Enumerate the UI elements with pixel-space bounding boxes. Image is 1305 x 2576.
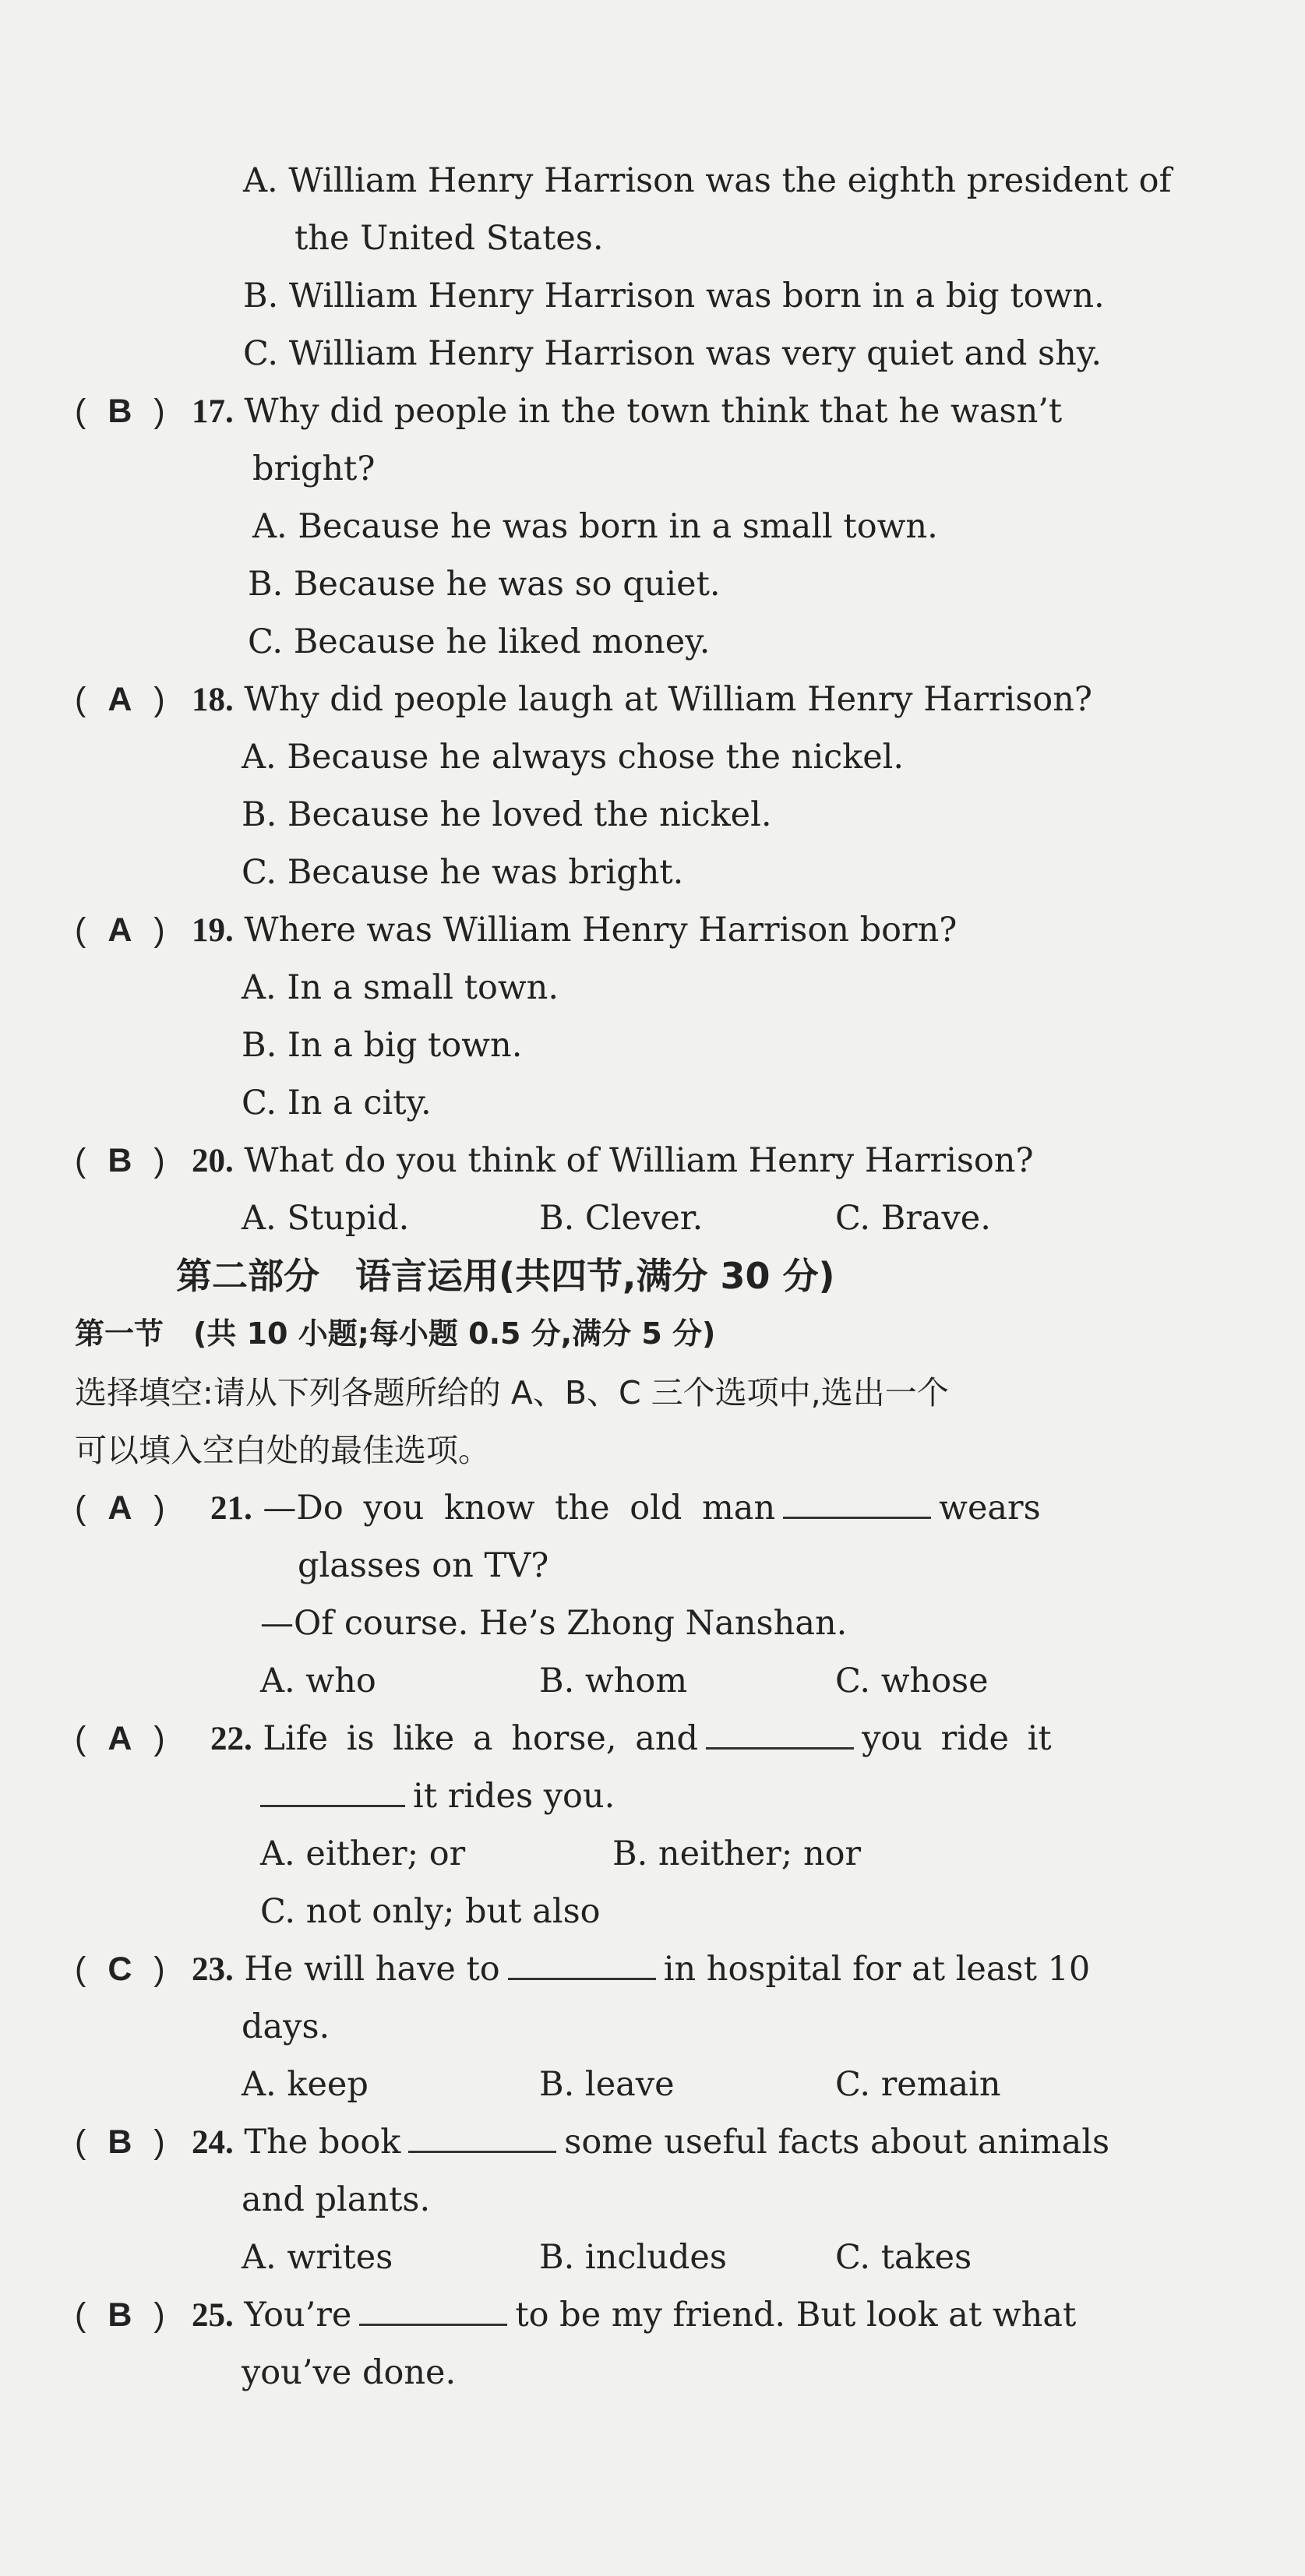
q23-stem: 23. He will have to in hospital for at least 10 [192,1950,1091,1989]
q23-blank [508,1975,656,1980]
q17-answer-bracket: ( B ) [75,393,165,430]
q23-option-a: A. keep [242,2065,369,2104]
q19-answer-bracket: ( A ) [75,911,165,949]
q21-stem: 21. —Do you know the old man wears [210,1489,1041,1528]
q25-answer: B [108,2296,132,2334]
q20-option-a: A. Stupid. [242,1199,410,1238]
q19-stem: 19. Where was William Henry Harrison born? [192,911,958,950]
q17-option-a: A. Because he was born in a small town. [252,507,938,546]
q17-answer: B [108,393,132,430]
q21-option-a: A. who [260,1662,376,1700]
q24-stem: 24. The book some useful facts about animals [192,2123,1110,2162]
q18-answer-bracket: ( A ) [75,681,165,718]
q18-option-a: A. Because he always chose the nickel. [242,738,905,777]
q25-stem-cont: you’ve done. [242,2353,457,2392]
q18-answer: A [108,681,132,718]
q17-option-c: C. Because he liked money. [248,622,711,661]
q22-blank-1 [706,1744,854,1750]
q21-answer-bracket: ( A ) [75,1489,165,1527]
q22-option-b: B. neither; nor [612,1834,862,1873]
q21-answer: A [108,1489,132,1527]
q20-stem: 20. What do you think of William Henry Harrison? [192,1141,1034,1180]
q19-option-a: A. In a small town. [242,968,559,1007]
q24-option-b: B. includes [539,2238,727,2277]
q17-stem-cont: bright? [252,449,376,488]
q24-stem-cont: and plants. [242,2180,431,2219]
instruction-line-1: 选择填空:请从下列各题所给的 A、B、C 三个选项中,选出一个 [75,1374,949,1411]
q22-option-a: A. either; or [260,1834,466,1873]
q21-option-b: B. whom [539,1662,688,1700]
q24-blank [408,2148,556,2153]
q21-option-c: C. whose [835,1662,989,1700]
q24-option-a: A. writes [242,2238,393,2277]
q19-option-c: C. In a city. [242,1084,432,1122]
q21-blank [783,1514,931,1519]
q24-answer: B [108,2123,132,2161]
q22-answer: A [108,1720,132,1757]
q20-option-c: C. Brave. [835,1199,991,1238]
q22-stem: 22. Life is like a horse, and you ride it [210,1719,1052,1758]
q16-option-c: C. William Henry Harrison was very quiet and shy. [243,334,1102,373]
q18-stem: 18. Why did people laugh at William Henry Harrison? [192,680,1092,719]
q24-answer-bracket: ( B ) [75,2123,165,2161]
q25-blank [359,2321,507,2326]
q23-option-b: B. leave [539,2065,675,2104]
q20-answer: B [108,1142,132,1179]
q17-stem: 17. Why did people in the town think that he wasn’t [192,392,1063,431]
q22-blank-2 [260,1802,405,1807]
q20-option-b: B. Clever. [539,1199,704,1238]
q16-option-a-cont: the United States. [295,219,604,258]
q22-answer-bracket: ( A ) [75,1720,165,1757]
q18-option-c: C. Because he was bright. [242,853,684,892]
q22-stem-cont: it rides you. [260,1773,615,1820]
q19-option-b: B. In a big town. [242,1026,523,1065]
q16-option-b: B. William Henry Harrison was born in a big town. [243,277,1105,315]
q21-stem-cont: glasses on TV? [298,1546,549,1585]
section1-title: 第一节 (共 10 小题;每小题 0.5 分,满分 5 分) [75,1316,716,1351]
q19-answer: A [108,911,132,949]
q25-stem: 25. You’re to be my friend. But look at what [192,2296,1077,2335]
q16-option-a: A. William Henry Harrison was the eighth president of [243,161,1172,200]
q23-answer: C [108,1951,132,1988]
part2-title: 第二部分 语言运用(共四节,满分 30 分) [176,1255,835,1297]
q20-answer-bracket: ( B ) [75,1142,165,1179]
q25-answer-bracket: ( B ) [75,2296,165,2334]
q22-option-c: C. not only; but also [260,1892,601,1931]
q23-answer-bracket: ( C ) [75,1951,165,1988]
q23-option-c: C. remain [835,2065,1001,2104]
q17-option-b: B. Because he was so quiet. [248,565,721,604]
instruction-line-2: 可以填入空白处的最佳选项。 [75,1432,490,1469]
q21-reply: —Of course. He’s Zhong Nanshan. [260,1604,848,1643]
q23-stem-cont: days. [242,2007,330,2046]
q18-option-b: B. Because he loved the nickel. [242,795,772,834]
q24-option-c: C. takes [835,2238,972,2277]
